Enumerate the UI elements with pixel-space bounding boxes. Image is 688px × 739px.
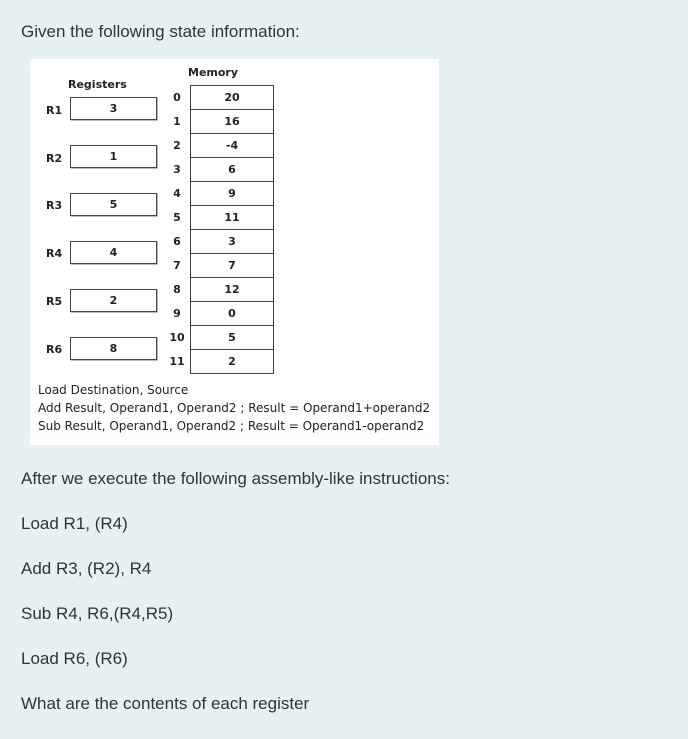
register-name: R5 (46, 295, 63, 308)
memory-cell: 9 (191, 181, 273, 205)
legend-line: Add Result, Operand1, Operand2 ; Result = Operand1+operand2 (38, 401, 431, 415)
register-name: R3 (46, 199, 63, 212)
memory-address: 10 (169, 331, 185, 344)
memory-address: 7 (173, 259, 181, 272)
register-box: 5 (70, 193, 157, 216)
memory-cell: 0 (191, 301, 273, 325)
memory-address: 0 (173, 91, 181, 104)
instruction-line: Load R1, (R4) (21, 514, 128, 533)
intro-text: Given the following state information: (21, 22, 300, 41)
memory-cell: 20 (191, 85, 273, 109)
memory-address: 3 (173, 163, 181, 176)
memory-cell: 6 (191, 157, 273, 181)
register-box: 2 (70, 289, 157, 312)
instruction-line: Sub R4, R6,(R4,R5) (21, 604, 174, 623)
memory-address: 6 (173, 235, 181, 248)
register-name: R1 (46, 104, 63, 117)
after-text: After we execute the following assembly-like instructions: (21, 469, 450, 488)
memory-cell: -4 (191, 133, 273, 157)
memory-address: 1 (173, 115, 181, 128)
memory-cell: 5 (191, 325, 273, 349)
memory-address: 2 (173, 139, 181, 152)
memory-address: 9 (173, 307, 181, 320)
memory-cell: 16 (191, 109, 273, 133)
instruction-line: Add R3, (R2), R4 (21, 559, 152, 578)
question-text: What are the contents of each register (21, 694, 310, 713)
memory-address: 4 (173, 187, 181, 200)
register-name: R4 (46, 247, 63, 260)
memory-title: Memory (188, 66, 239, 79)
memory-cell: 11 (191, 205, 273, 229)
memory-cell: 3 (191, 229, 273, 253)
register-name: R2 (46, 152, 63, 165)
instruction-line: Load R6, (R6) (21, 649, 128, 668)
memory-address: 5 (173, 211, 181, 224)
registers-title: Registers (68, 78, 127, 91)
memory-cell: 7 (191, 253, 273, 277)
memory-table (190, 85, 274, 374)
register-box: 3 (70, 97, 157, 120)
legend-line: Load Destination, Source (38, 383, 189, 397)
memory-address: 8 (173, 283, 181, 296)
legend-line: Sub Result, Operand1, Operand2 ; Result = Operand1-operand2 (38, 419, 425, 433)
register-name: R6 (46, 343, 63, 356)
memory-cell: 2 (191, 349, 273, 374)
state-figure (30, 59, 439, 445)
register-box: 1 (70, 145, 157, 168)
register-box: 4 (70, 241, 157, 264)
memory-address: 11 (169, 355, 185, 368)
memory-cell: 12 (191, 277, 273, 301)
register-box: 8 (70, 337, 157, 360)
